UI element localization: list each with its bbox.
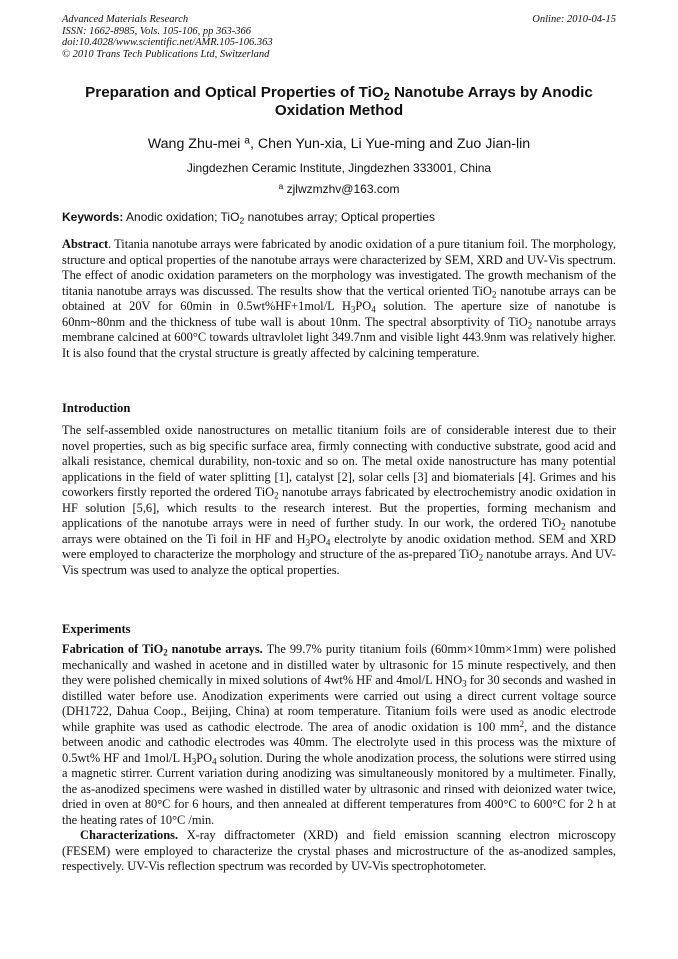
characterization-paragraph: Characterizations. X-ray diffractometer (XRD) and field emission scanning electron microscopy (FESEM) were employed to characterize the crystal phases and microstructure of the as-anodized samples, respectively. UV-Vis reflection spectrum was recorded by UV-Vis spectrophotometer.	[62, 828, 616, 873]
author-email: $^a$ zjlwzmzhv@163.com	[278, 181, 400, 196]
author-list: Wang Zhu-mei $^a$, Chen Yun-xia, Li Yue-ming and Zuo Jian-lin	[147, 135, 531, 152]
online-date: Online: 2010-04-15	[532, 14, 616, 25]
experiments-heading: Experiments	[62, 622, 131, 636]
abstract: Abstract. Titania nanotube arrays were fabricated by anodic oxidation of a pure titanium foil. The morphology, structure and optical properties of the nanotube arrays were characterized by SEM, XRD and UV-Vis spectrum. The effect of anodic oxidation parameters on the morphology was investigated. The growth mechanism of the titania nanotube arrays was discussed. The results show that the vertical oriented TiO$_2$ nanotube arrays can be obtained at 20V for 60min in 0.5wt%HF+1mol/L $H_3PO_4$ solution. The aperture size of nanotube is 60nm~80nm and the thickness of tube wall is about 10nm. The spectral absorptivity of TiO$_2$ nanotube arrays membrane calcined at 600°C towards ultravlolet light 349.7nm and visible light 443.9nm was relatively higher. It is also found that the crystal structure is greatly affected by calcining temperature.	[62, 237, 617, 360]
keywords: Keywords: Anodic oxidation; TiO$_2$ nanotubes array; Optical properties	[62, 210, 436, 226]
abstract-label: Abstract	[62, 237, 109, 251]
affiliation: Jingdezhen Ceramic Institute, Jingdezhen 333001, China	[186, 161, 492, 175]
fabrication-lead: Fabrication of TiO$_2$ nanotube arrays.	[62, 642, 263, 658]
fabrication-paragraph: Fabrication of TiO$_2$ nanotube arrays. The 99.7% purity titanium foils (60mm×10mm×1mm) were polished mechanically and washed in acetone and in distilled water by ultrasonic for 15 minute respectively, and then they were polished chemically in mixed solutions of 4wt% HF and 4mol/L $HNO_3$ for 30 seconds and washed in distilled water before use. Anodization experiments were carried out using a direct current voltage source (DH1722, Dahua Coop., Beijing, China) at room temperature. Titanium foils were used as anodic electrode while graphite was used as cathodic electrode. The area of anodic oxidation is 100 $mm^2$, and the distance between anodic and cathodic electrodes was 40mm. The electrolyte used in this process was the mixture of 0.5wt% HF and 1mol/L $H_3PO_4$ solution. During the whole anodization process, the solutions were stirred using a magnetic stirrer. Current variation during anodizing was simultaneously monitored by a multimeter. Finally, the as-anodized specimens were washed in distilled water by ultrasonic and rinsed with deionized water twice, dried in oven at 80°C for 6 hours, and then annealed at different temperatures from 400°C to 600°C for 2 h at the heating rates of 10°C /min.	[62, 642, 617, 827]
issn-line: ISSN: 1662-8985, Vols. 105-106, pp 363-366	[62, 25, 251, 37]
paper-title: Preparation and Optical Properties of TiO$_2$ Nanotube Arrays by Anodic Oxidation Method	[85, 84, 593, 119]
doi-line: doi:10.4028/www.scientific.net/AMR.105-106.363	[62, 37, 273, 49]
characterization-lead: Characterizations.	[80, 828, 179, 842]
journal-name: Advanced Materials Research	[62, 14, 189, 25]
introduction-heading: Introduction	[62, 401, 131, 415]
introduction-text: The self-assembled oxide nanostructures on metallic titanium foils are of considerable interest due to their novel properties, such as big specific surface area, firmly connecting with conductive substrate, good acid and alkali resistance, chemical durability, non-toxic and so on. The metal oxide nanostructure has many potential applications in the field of water splitting [1], catalyst [2], solar cells [3] and biomaterials [4]. Grimes and his coworkers firstly reported the ordered TiO$_2$ nanotube arrays fabricated by electrochemistry anodic oxidation in HF solution [5,6], which results to the research interest. But the properties, forming mechanism and applications of the nanotube arrays were in need of further study. In our work, the ordered TiO$_2$ nanotube arrays were obtained on the Ti foil in HF and $H_3PO_4$ electrolyte by anodic oxidation method. SEM and XRD were employed to characterize the morphology and structure of the as-prepared TiO$_2$ nanotube arrays. And UV-Vis spectrum was used to analyze the optical properties.	[62, 423, 616, 577]
copyright-line: © 2010 Trans Tech Publications Ltd, Switzerland	[62, 48, 270, 60]
experiments-text	[62, 642, 616, 875]
journal-header	[62, 14, 616, 60]
